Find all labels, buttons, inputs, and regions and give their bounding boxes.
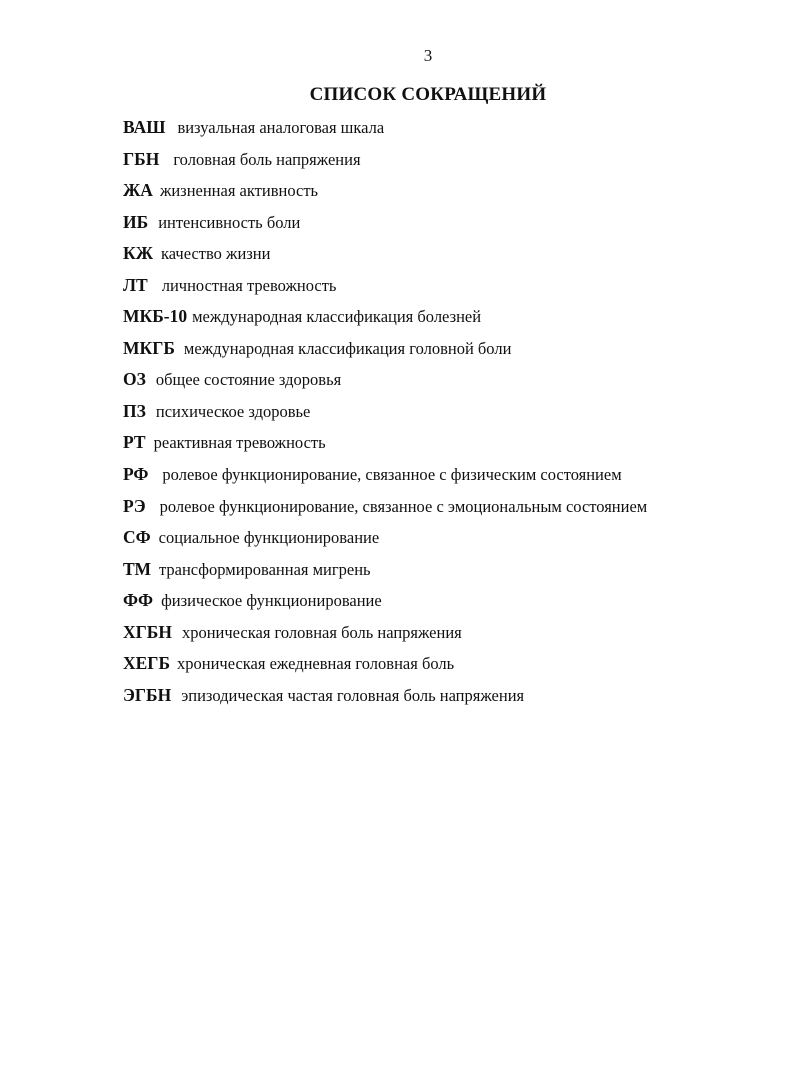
abbreviation-definition: личностная тревожность — [161, 275, 337, 295]
abbreviation-row — [123, 241, 763, 273]
abbreviation-term: ХЕГБ — [123, 653, 171, 674]
abbreviation-definition: головная боль напряжения — [173, 149, 361, 169]
abbreviation-definition: хроническая головная боль напряжения — [181, 622, 462, 642]
abbreviation-definition: хроническая ежедневная головная боль — [177, 654, 455, 674]
abbreviation-definition: психическое здоровье — [155, 401, 311, 421]
abbreviation-definition: реактивная тревожность — [153, 433, 326, 453]
abbreviation-term: ЖА — [123, 180, 153, 201]
abbreviation-row — [123, 462, 763, 494]
abbreviation-row — [123, 651, 763, 683]
abbreviation-term: ПЗ — [123, 400, 146, 421]
abbreviation-row — [123, 115, 763, 147]
abbreviation-term: МКГБ — [123, 337, 175, 358]
abbreviation-row — [123, 525, 763, 557]
abbreviation-term: РЭ — [123, 495, 146, 516]
abbreviation-definition: ролевое функционирование, связанное с физическим состоянием — [162, 465, 622, 485]
abbreviation-row — [123, 336, 763, 368]
abbreviation-row — [123, 620, 763, 652]
abbreviation-definition: эпизодическая частая головная боль напряжения — [181, 685, 525, 705]
page-title: СПИСОК СОКРАЩЕНИЙ — [309, 84, 547, 105]
abbreviation-definition: трансформированная мигрень — [158, 559, 371, 579]
abbreviation-definition: визуальная аналоговая шкала — [177, 118, 385, 137]
abbreviation-row — [123, 210, 763, 242]
abbreviation-row — [123, 588, 763, 620]
abbreviation-definition: общее состояние здоровья — [155, 370, 342, 390]
abbreviation-term: КЖ — [123, 243, 153, 264]
abbreviation-term: ТМ — [123, 558, 151, 579]
abbreviation-term: РФ — [123, 464, 149, 485]
abbreviation-definition: интенсивность боли — [158, 212, 301, 232]
abbreviation-row — [123, 147, 763, 179]
abbreviation-definition: международная классификация болезней — [192, 307, 482, 327]
abbreviation-definition: жизненная активность — [159, 181, 319, 201]
abbreviation-list — [123, 115, 763, 714]
abbreviation-definition: социальное функционирование — [158, 528, 380, 548]
abbreviation-row — [123, 178, 763, 210]
abbreviation-term: ГБН — [123, 148, 160, 169]
abbreviation-row — [123, 399, 763, 431]
abbreviation-term: ФФ — [123, 590, 154, 611]
abbreviation-definition: ролевое функционирование, связанное с эмоциональным состоянием — [159, 496, 648, 516]
abbreviation-row — [123, 683, 763, 715]
abbreviation-term: ЭГБН — [123, 684, 172, 705]
abbreviation-term: РТ — [123, 432, 146, 453]
abbreviation-definition: международная классификация головной боли — [183, 338, 512, 358]
abbreviation-row — [123, 367, 763, 399]
abbreviation-row — [123, 273, 763, 305]
abbreviation-term: ИБ — [123, 211, 149, 232]
abbreviation-definition: физическое функционирование — [161, 591, 382, 611]
abbreviation-definition: качество жизни — [161, 244, 271, 264]
abbreviation-term: ВАШ — [123, 117, 166, 137]
abbreviation-term: МКБ-10 — [123, 306, 188, 327]
abbreviation-row — [123, 304, 763, 336]
abbreviation-term: ХГБН — [123, 621, 172, 642]
abbreviation-row — [123, 430, 763, 462]
abbreviation-term: ОЗ — [123, 369, 146, 390]
abbreviation-row — [123, 557, 763, 589]
abbreviation-row — [123, 494, 763, 526]
abbreviation-term: СФ — [123, 527, 151, 548]
abbreviation-term: ЛТ — [123, 274, 148, 295]
page-number: 3 — [423, 46, 433, 65]
